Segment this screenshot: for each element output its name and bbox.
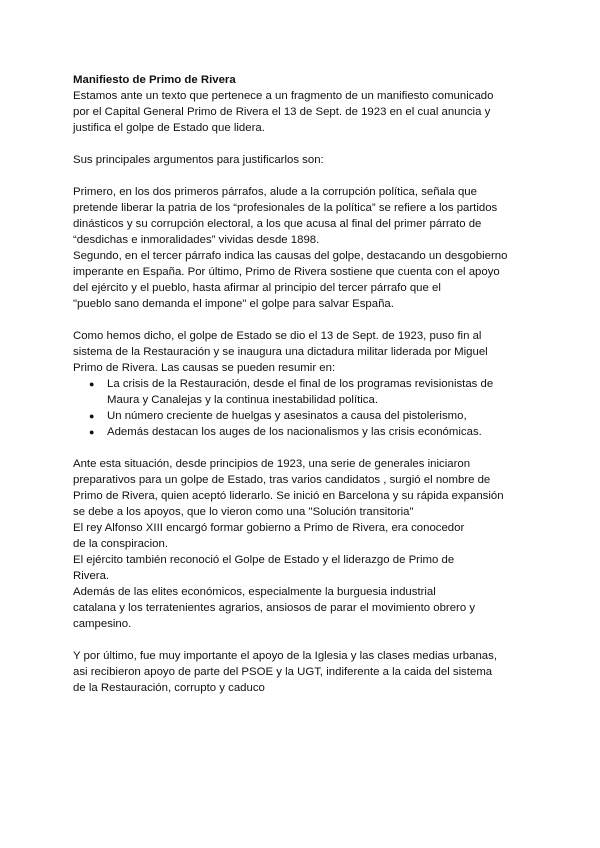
coup-paragraph [73, 328, 543, 376]
situation-line: El ejército también reconoció el Golpe de Estado y el liderazgo de Primo de [73, 554, 455, 566]
bullet-icon: ● [89, 379, 95, 389]
situation-line: preparativos para un golpe de Estado, tras varios candidatos , surgió el nombre de [73, 474, 491, 486]
arguments-line: imperante en España. Por último, Primo de Rivera sostiene que cuenta con el apoyo [73, 266, 500, 278]
arguments-line: pretende liberar la patria de los “profesionales de la política” se refiere a los partidos [73, 202, 498, 214]
intro-line: justifica el golpe de Estado que lidera. [73, 122, 265, 134]
paragraph-spacer [73, 168, 543, 184]
closing-paragraph [73, 648, 543, 696]
arguments-line: “desdichas e inmoralidades” vividas desde 1898. [73, 234, 320, 246]
list-item [73, 408, 543, 424]
cause-line: Un número creciente de huelgas y asesinatos a causa del pistolerismo, [107, 410, 467, 422]
document-title: Manifiesto de Primo de Rivera [73, 74, 236, 86]
cause-line: Además destacan los auges de los nacionalismos y las crisis económicas. [107, 426, 482, 438]
paragraph-spacer [73, 136, 543, 152]
list-item [73, 424, 543, 440]
arguments-line: del ejército y el pueblo, hasta afirmar al principio del tercer párrafo que el [73, 282, 441, 294]
situation-paragraph [73, 456, 543, 632]
bullet-icon: ● [89, 411, 95, 421]
intro-paragraph [73, 88, 543, 136]
situation-line: El rey Alfonso XIII encargó formar gobierno a Primo de Rivera, era conocedor [73, 522, 465, 534]
cause-line: Maura y Canalejas y la continua inestabilidad política. [107, 394, 379, 406]
arguments-heading: Sus principales argumentos para justificarlos son: [73, 154, 324, 166]
situation-line: campesino. [73, 618, 132, 630]
arguments-line: "pueblo sano demanda el impone" el golpe para salvar España. [73, 298, 394, 310]
situation-line: Ante esta situación, desde principios de 1923, una serie de generales iniciaron [73, 458, 471, 470]
causes-list [73, 376, 543, 440]
intro-line: Estamos ante un texto que pertenece a un fragmento de un manifiesto comunicado [73, 90, 494, 102]
arguments-line: dinásticos y su corrupción electoral, a los que acusa al final del primer párrato de [73, 218, 482, 230]
coup-line: Como hemos dicho, el golpe de Estado se dio el 13 de Sept. de 1923, puso fin al [73, 330, 482, 342]
closing-line: asi recibieron apoyo de parte del PSOE y la UGT, indiferente a la caida del sistema [73, 666, 493, 678]
coup-line: sistema de la Restauración y se inaugura una dictadura militar liderada por Miguel [73, 346, 488, 358]
situation-line: catalana y los terratenientes agrarios, ansiosos de parar el movimiento obrero y [73, 602, 476, 614]
list-item [73, 376, 543, 408]
situation-line: Primo de Rivera, quien aceptó liderarlo. Se inició en Barcelona y su rápida expansión [73, 490, 504, 502]
intro-line: por el Capital General Primo de Rivera el 13 de Sept. de 1923 en el cual anuncia y [73, 106, 491, 118]
arguments-line: Primero, en los dos primeros párrafos, alude a la corrupción política, señala que [73, 186, 477, 198]
closing-line: Y por último, fue muy importante el apoyo de la Iglesia y las clases medias urbanas, [73, 650, 497, 662]
situation-line: de la conspiracion. [73, 538, 168, 550]
document-page [73, 72, 543, 696]
arguments-line: Segundo, en el tercer párrafo indica las causas del golpe, destacando un desgobierno [73, 250, 508, 262]
situation-line: Además de las elites económicos, especialmente la burguesia industrial [73, 586, 436, 598]
closing-line: de la Restauración, corrupto y caduco [73, 682, 265, 694]
arguments-paragraph [73, 184, 543, 312]
paragraph-spacer [73, 312, 543, 328]
paragraph-spacer [73, 632, 543, 648]
bullet-icon: ● [89, 427, 95, 437]
paragraph-spacer [73, 440, 543, 456]
coup-line: Primo de Rivera. Las causas se pueden resumir en: [73, 362, 336, 374]
situation-line: se debe a los apoyos, que lo vieron como una "Solución transitoria" [73, 506, 414, 518]
cause-line: La crisis de la Restauración, desde el final de los programas revisionistas de [107, 378, 494, 390]
situation-line: Rivera. [73, 570, 110, 582]
